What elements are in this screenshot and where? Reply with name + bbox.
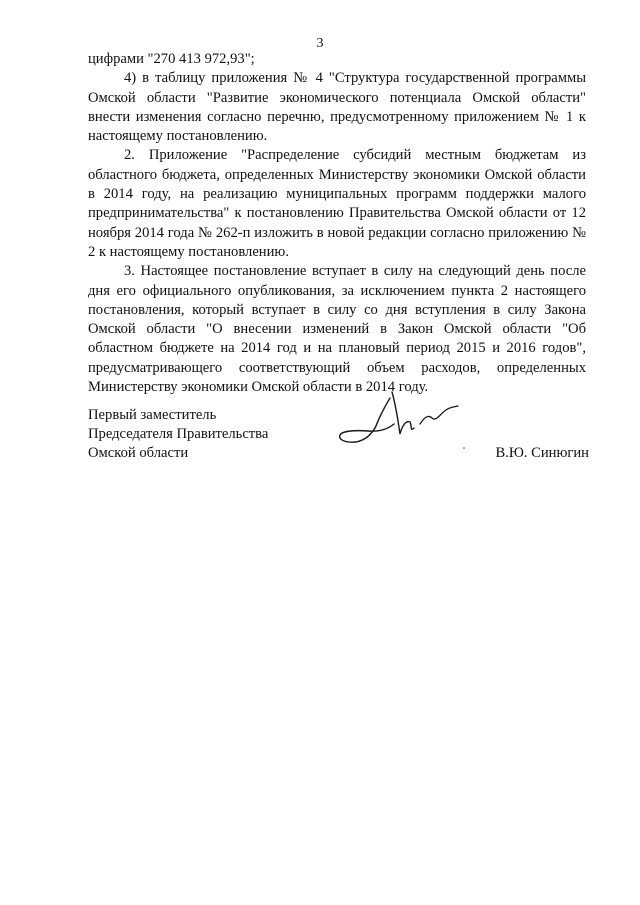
paragraph-item-4: 4) в таблицу приложения № 4 "Структура государственной программы Омской области "Развитие экономического потенциала Омской области" внести изменения согласно перечню, предусмотренному приложением № 1 к настоящему постановлению. bbox=[88, 70, 586, 145]
signatory-name: В.Ю. Синюгин bbox=[495, 445, 589, 461]
signatory-position-line: Первый заместитель bbox=[88, 407, 217, 423]
signatory-position bbox=[88, 406, 268, 463]
handwritten-signature bbox=[332, 384, 472, 454]
page-number: 3 bbox=[316, 36, 324, 51]
signatory-position-line: Омской области bbox=[88, 445, 189, 461]
paragraph-point-2: 2. Приложение "Распределение субсидий местным бюджетам из областного бюджета, определенных Министерству экономики Омской области в 2014 году, на реализацию муниципальных программ поддержки малого предпринимательства" к постановлению Правительства Омской области от 12 ноября 2014 года № 262-п изложить в новой редакции согласно приложению № 2 к настоящему постановлению. bbox=[88, 147, 586, 260]
paragraph-continuation: цифрами "270 413 972,93"; bbox=[88, 51, 255, 67]
signatory-position-line: Председателя Правительства bbox=[88, 426, 269, 442]
paragraph-point-3: 3. Настоящее постановление вступает в силу на следующий день после дня его официального опубликования, за исключением пункта 2 настоящего постановления, который вступает в силу со дня вступления в силу Закона Омской области "О внесении изменений в Закон Омской области "Об областном бюджете на 2014 год и на плановый период 2015 и 2016 годов", предусматривающего соответствующий объем расходов, определенных Министерству экономики Омской области в 2014 году. bbox=[88, 263, 586, 396]
document-body bbox=[88, 50, 586, 397]
